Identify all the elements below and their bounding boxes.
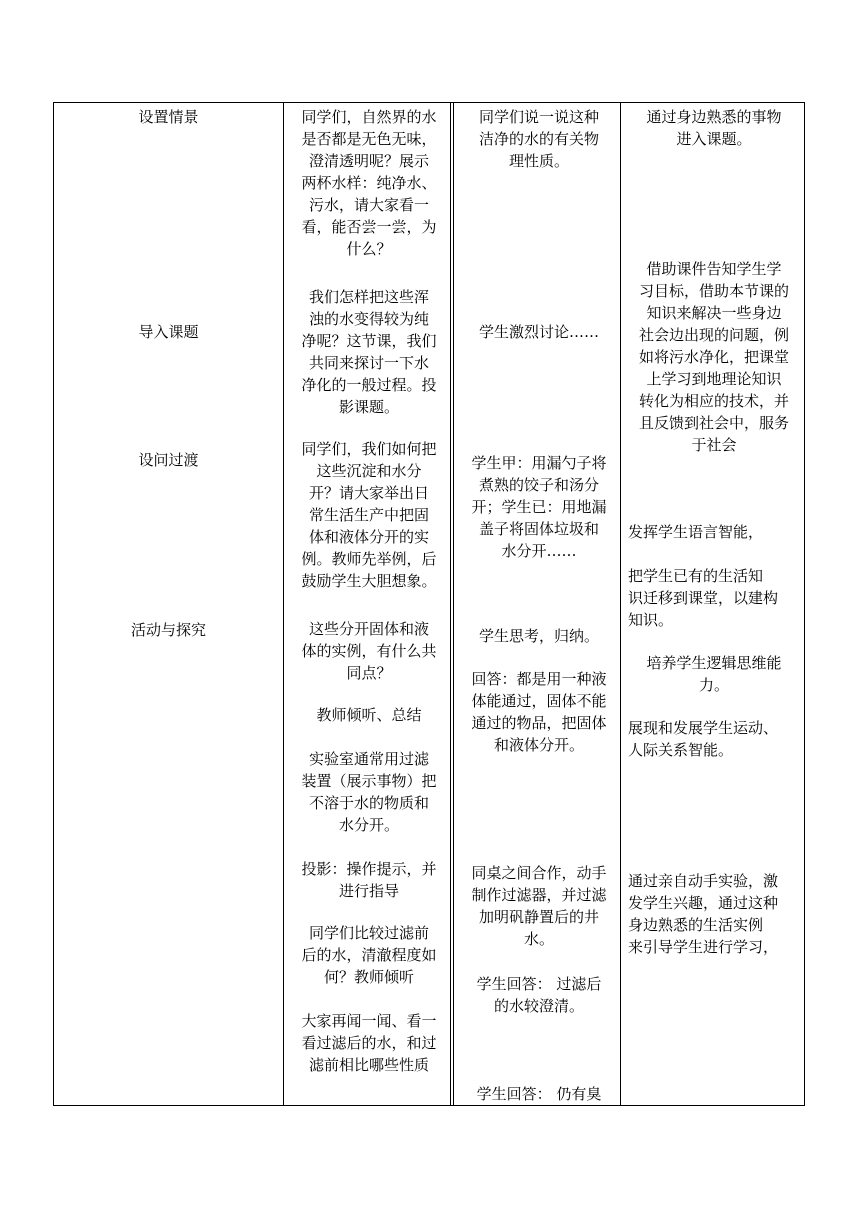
column-divider (450, 103, 454, 1105)
student-activity: 同学们说一说这种 洁净的水的有关物 理性质。 (478, 108, 599, 170)
student-activity: 学生甲：用漏勺子将 煮熟的饺子和汤分 开；学生已：用地漏 盖子将固体垃圾和 水分开…… (471, 454, 607, 560)
stage-label: 设问过渡 (138, 451, 199, 469)
teacher-activity: 投影：操作提示，并 进行指导 (301, 860, 437, 900)
student-activity: 学生回答： 过滤后 的水较澄清。 (476, 975, 602, 1015)
student-activity: 学生思考，归纳。 (478, 627, 599, 645)
student-activity: 同桌之间合作，动手 制作过滤器，并过滤 加明矾静置后的井 水。 (471, 864, 607, 948)
design-intent: 培养学生逻辑思维能 力。 (646, 654, 782, 694)
teacher-activity: 同学们，自然界的水 是否都是无色无味， 澄清透明呢？展示 两杯水样：纯净水、 污水，请大家看一 看，能否尝一尝，为 什么？ (301, 108, 437, 258)
design-intent: 通过亲自动手实验，激 发学生兴趣，通过这种 身边熟悉的生活实例 来引导学生进行学习， (628, 872, 779, 956)
design-intent: 发挥学生语言智能， (628, 523, 764, 541)
stage-label: 导入课题 (138, 323, 199, 341)
design-intent: 展现和发展学生运动、 人际关系智能。 (628, 719, 779, 759)
student-activity: 学生回答： 仍有臭 (476, 1085, 602, 1103)
teacher-activity: 大家再闻一闻、看一 看过滤后的水，和过 滤前相比哪些性质 (301, 1012, 437, 1074)
student-activity: 回答：都是用一种液 体能通过，固体不能 通过的物品，把固体 和液体分开。 (471, 670, 607, 754)
teacher-activity: 同学们，我们如何把 这些沉淀和水分 开？请大家举出日 常生活生产中把固 体和液体分开的实 例。教师先举例，后 鼓励学生大胆想象。 (301, 440, 437, 590)
column-divider (620, 103, 621, 1105)
lesson-plan-table (53, 102, 805, 1106)
design-intent: 把学生已有的生活知 识迁移到课堂，以建构 知识。 (628, 567, 779, 629)
column-divider (283, 103, 284, 1105)
stage-label: 活动与探究 (130, 621, 206, 639)
teacher-activity: 我们怎样把这些浑 浊的水变得较为纯 净呢？这节课，我们 共同来探讨一下水 净化的一般过程。投 影课题。 (301, 288, 437, 416)
student-activity: 学生激烈讨论…… (478, 323, 599, 341)
stage-label: 设置情景 (138, 108, 199, 126)
teacher-activity: 这些分开固体和液 体的实例，有什么共 同点？ (301, 620, 437, 682)
design-intent: 借助课件告知学生学 习目标，借助本节课的 知识来解决一些身边 社会边出现的问题，例 如将污水净化，把课堂 上学习到地理论知识 转化为相应的技术，并 且反馈到社会中，服务 于社会 (638, 260, 789, 454)
design-intent: 通过身边熟悉的事物 进入课题。 (646, 108, 782, 148)
teacher-activity: 教师倾听、总结 (316, 706, 422, 724)
teacher-activity: 实验室通常用过滤 装置（展示事物）把 不溶于水的物质和 水分开。 (301, 750, 437, 834)
teacher-activity: 同学们比较过滤前 后的水，清澈程度如 何？教师倾听 (301, 924, 437, 986)
